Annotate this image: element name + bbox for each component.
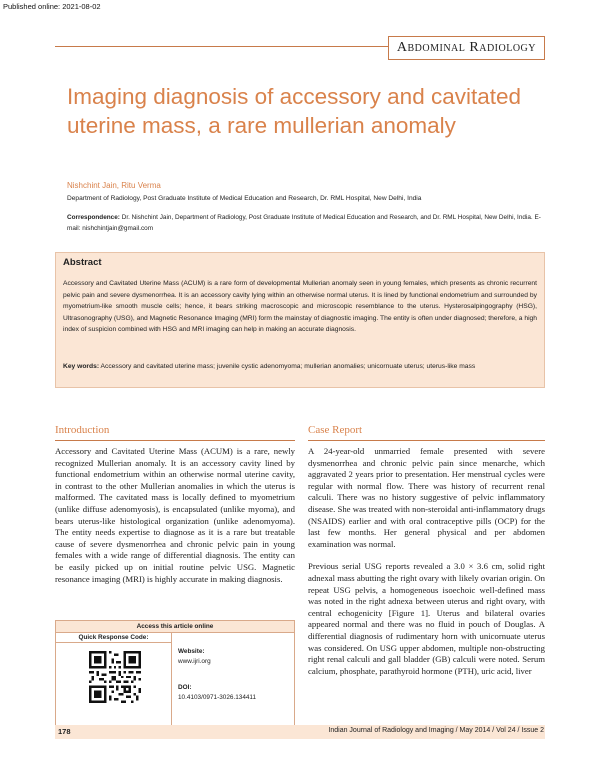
article-title: Imaging diagnosis of accessory and cavitated uterine mass, a rare mullerian anomaly xyxy=(67,84,522,138)
abstract-text: Accessory and Cavitated Uterine Mass (ACUM) is a rare form of developmental Mullerian anomaly seen in young females, which presents as chronic recurrent pelvic pain and severe dysmenorrhea. It is an accessory cavity lying within an otherwise normal uterus. It is lined by functional endometrium and surrounded by myometrium-like smooth muscle cells; hence, it bears striking macroscopic and microscopic resemblance to the uterus. Hysterosalpingography (HSG), Ultrasonography (USG), and Magnetic Resonance Imaging (MRI) form the mainstay of diagnostic imaging. The entity is often under diagnosed; therefore, a high index of suspicion combined with HSG and MRI imaging can help in making an accurate diagnosis. xyxy=(63,280,537,333)
website-label: Website: xyxy=(178,648,205,655)
access-online-box xyxy=(55,620,295,730)
access-heading: Access this article online xyxy=(56,621,294,633)
category-label: Abdominal Radiology xyxy=(388,36,545,60)
introduction-paragraph: Accessory and Cavitated Uterine Mass (ACUM) is a rare, newly recognized Mullerian anomaly. It is an accessory cavity lined by functional endometrium within an otherwise normal uterine cavity, in contrast to the other Mullerian anomalies in which the uterus is malformed. The cavitated mass is locally defined to myometrium (unlike diffuse adenomyosis), is encapsulated (unlike myoma), and bears uterus-like histological organization (unlike adenomyoma). The entity needs expertise to diagnose as it is a rare but treatable cause of severe dysmenorrhea and chronic pelvic pain in young females with a wide range of differential diagnosis. The entity can be easily picked up on initial routine pelvic USG. Magnetic resonance imaging (MRI) is highly accurate in making diagnosis. xyxy=(55,446,295,584)
correspondence-text: Dr. Nishchint Jain, Department of Radiology, Post Graduate Institute of Medical Education and Research, and Dr. RML Hospital, New Delhi, India. E-mail: nishchintjain@gmail.com xyxy=(67,214,541,232)
qr-label: Quick Response Code: xyxy=(56,632,172,643)
page-number: 178 xyxy=(58,727,71,736)
abstract-heading: Abstract xyxy=(63,257,102,268)
keywords-label: Key words: xyxy=(63,363,100,370)
published-online-date: Published online: 2021-08-02 xyxy=(3,2,101,11)
doi-link[interactable]: 10.4103/0971-3026.134411 xyxy=(178,694,257,701)
abstract-keywords xyxy=(63,361,537,373)
case-report-heading: Case Report xyxy=(308,424,363,436)
introduction-heading: Introduction xyxy=(55,424,110,436)
qr-code-icon[interactable] xyxy=(89,651,141,703)
correspondence-label: Correspondence: xyxy=(67,214,120,221)
case-report-paragraph-1: A 24-year-old unmarried female presented with severe dysmenorrhea and chronic pelvic pain since menarche, which aggravated 2 years prior to presentation. Her menstrual cycles were regular with normal flow. There was history of recurrent renal calculi. There was no history suggestive of pelvic inflammatory disease. She was treated with non-steroidal anti-inflammatory drugs (NSAIDS) earlier and with oral contraceptive pills (OCP) for the last few months. Her general physical and per abdomen examination was normal. xyxy=(308,446,545,549)
doi-label: DOI: xyxy=(178,684,192,691)
keywords-text: Accessory and cavitated uterine mass; juvenile cystic adenomyoma; mullerian anomalies; unicornuate uterus; uterus-like mass xyxy=(99,363,476,370)
abstract-box xyxy=(55,252,545,388)
case-report-paragraph-2: Previous serial USG reports revealed a 3.0 × 3.6 cm, solid right adnexal mass abutting the right ovary with likely ovarian origin. On repeat USG pelvis, a homogeneous isoechoic well-defined mass was noted in the right adnexa between uterus and right ovary, with central echogenicity [Figure 1]. Uterus and bilateral ovaries appeared normal and there was no fluid in pouch of Douglas. A differential diagnosis of rudimentary horn with unicornuate uterus was considered. On USG upper abdomen, multiple non-obstructing right renal calculi and gall bladder (GB) calculi were noted. Serum calcium, phosphate, parathyroid hormone (PTH), uric acid, liver xyxy=(308,561,545,676)
journal-citation: Indian Journal of Radiology and Imaging / May 2014 / Vol 24 / Issue 2 xyxy=(328,727,544,734)
website-link[interactable]: www.ijri.org xyxy=(178,658,211,665)
case-report-rule xyxy=(308,440,545,441)
affiliation: Department of Radiology, Post Graduate Institute of Medical Education and Research, Dr. RML Hospital, New Delhi, India xyxy=(67,195,422,202)
qr-cell xyxy=(56,643,172,729)
case-report-body xyxy=(308,446,545,688)
introduction-body xyxy=(55,446,295,596)
authors[interactable]: Nishchint Jain, Ritu Verma xyxy=(67,181,161,190)
correspondence xyxy=(67,212,547,234)
introduction-rule xyxy=(55,440,295,441)
